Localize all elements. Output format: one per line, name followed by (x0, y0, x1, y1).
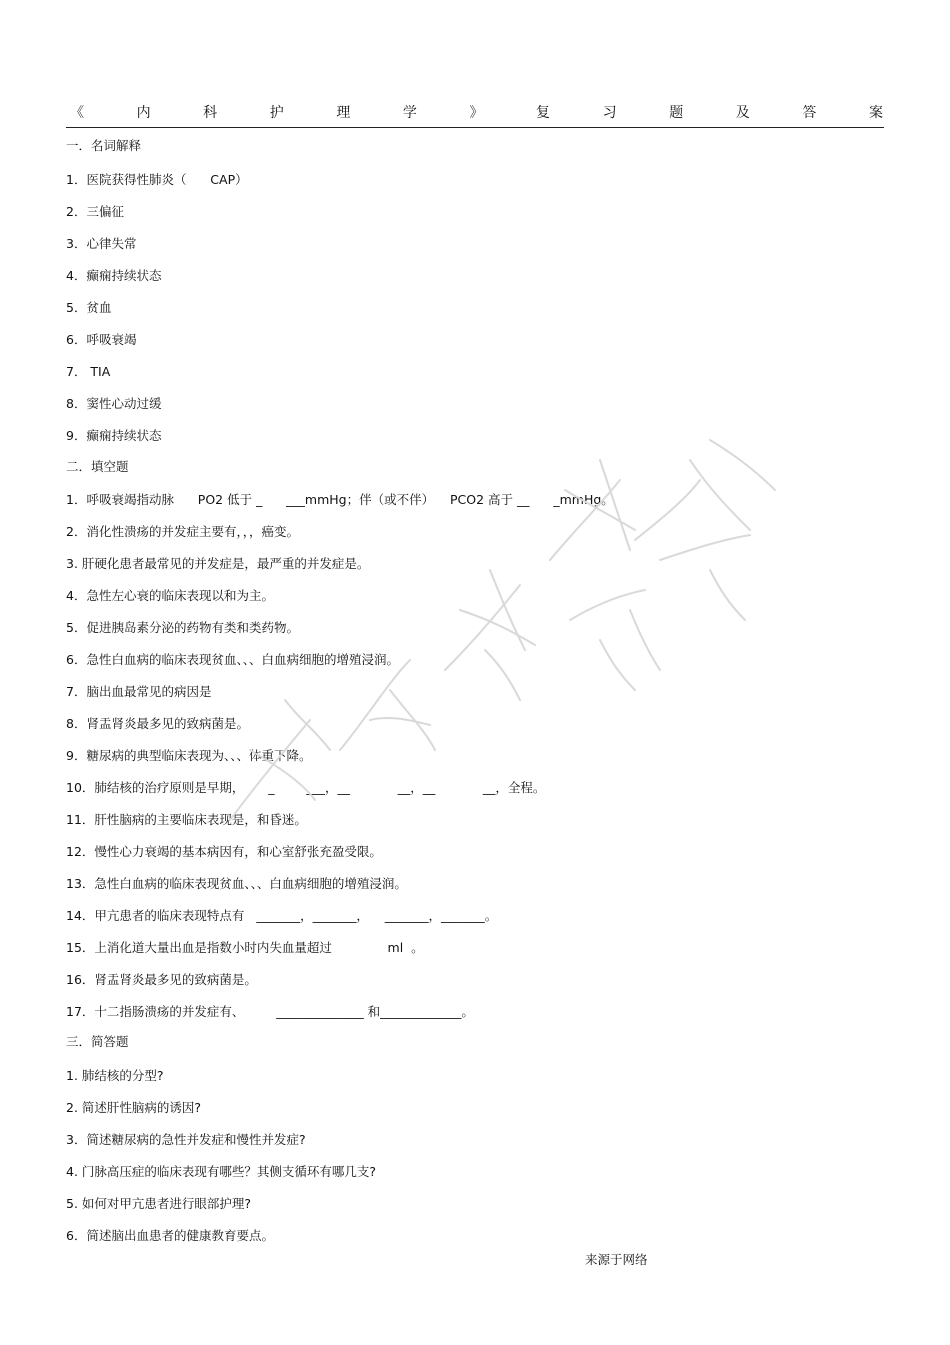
title-char: 习 (602, 105, 617, 121)
question-line: 6．呼吸衰竭 (66, 332, 137, 347)
question-line: 8．窦性心动过缓 (66, 396, 162, 411)
question-line: 2．三偏征 (66, 204, 124, 219)
title-char: 护 (269, 105, 284, 121)
section-heading-short-answer: 三．简答题 (66, 1034, 129, 1049)
title-char: 》 (469, 105, 484, 121)
section-heading-terms: 一．名词解释 (66, 138, 142, 153)
question-line: 9．糖尿病的典型临床表现为、、、体重下降。 (66, 748, 312, 763)
question-line: 9．癫痫持续状态 (66, 428, 162, 443)
question-line: 4．急性左心衰的临床表现以和为主。 (66, 588, 274, 603)
question-line: 3．简述糖尿病的急性并发症和慢性并发症? (66, 1132, 306, 1147)
question-line: 6．急性白血病的临床表现贫血、、、白血病细胞的增殖浸润。 (66, 652, 399, 667)
question-line: 15．上消化道大量出血是指数小时内失血量超过 ml 。 (66, 940, 424, 955)
question-line: 10．肺结核的治疗原则是早期， _ ___，__ __，__ __，全程。 (66, 780, 546, 795)
title-char: 理 (336, 105, 351, 121)
question-line: 1. 肺结核的分型? (66, 1068, 164, 1083)
title-char: 复 (536, 105, 551, 121)
question-line: 1．医院获得性肺炎（ CAP） (66, 172, 248, 187)
question-line: 2. 简述肝性脑病的诱因? (66, 1100, 202, 1115)
question-line: 5．贫血 (66, 300, 112, 315)
question-line: 7．脑出血最常见的病因是 (66, 684, 212, 699)
title-char: 案 (868, 105, 883, 121)
title-char: 及 (735, 105, 750, 121)
question-line: 7． TIA (66, 364, 111, 379)
question-line: 3. 肝硬化患者最常见的并发症是，最严重的并发症是。 (66, 556, 370, 571)
question-line: 2．消化性溃疡的并发症主要有，，，癌变。 (66, 524, 299, 539)
question-line: 13．急性白血病的临床表现贫血、、、白血病细胞的增殖浸润。 (66, 876, 407, 891)
question-line: 4．癫痫持续状态 (66, 268, 162, 283)
question-line: 8．肾盂肾炎最多见的致病菌是。 (66, 716, 249, 731)
source-footer: 来源于网络 (585, 1252, 648, 1267)
title-char: 科 (203, 105, 218, 121)
question-line: 5．促进胰岛素分泌的药物有类和类药物。 (66, 620, 299, 635)
title-char: 答 (802, 105, 817, 121)
question-line: 12．慢性心力衰竭的基本病因有，和心室舒张充盈受限。 (66, 844, 382, 859)
question-line: 14．甲亢患者的临床表现特点有 _______，_______， _______，_______。 (66, 908, 498, 923)
question-line: 16．肾盂肾炎最多见的致病菌是。 (66, 972, 257, 987)
question-line: 5. 如何对甲亢患者进行眼部护理? (66, 1196, 252, 1211)
title-char: 题 (669, 105, 684, 121)
question-line: 3．心律失常 (66, 236, 137, 251)
title-divider (66, 127, 884, 128)
question-line: 11．肝性脑病的主要临床表现是，和昏迷。 (66, 812, 307, 827)
question-line: 6．简述脑出血患者的健康教育要点。 (66, 1228, 274, 1243)
question-line: 4. 门脉高压症的临床表现有哪些？其侧支循环有哪几支? (66, 1164, 377, 1179)
document-title (70, 100, 883, 124)
title-char: 学 (402, 105, 417, 121)
title-char: 《 (70, 105, 84, 121)
section-heading-fill: 二．填空题 (66, 459, 129, 474)
title-char: 内 (136, 105, 151, 121)
question-line: 1．呼吸衰竭指动脉 PO2 低于 _ ___mmHg；伴（或不伴） PCO2 高于 __ _mmHg。 (66, 492, 614, 507)
question-line: 17．十二指肠溃疡的并发症有、 ______________ 和_____________。 (66, 1004, 474, 1019)
